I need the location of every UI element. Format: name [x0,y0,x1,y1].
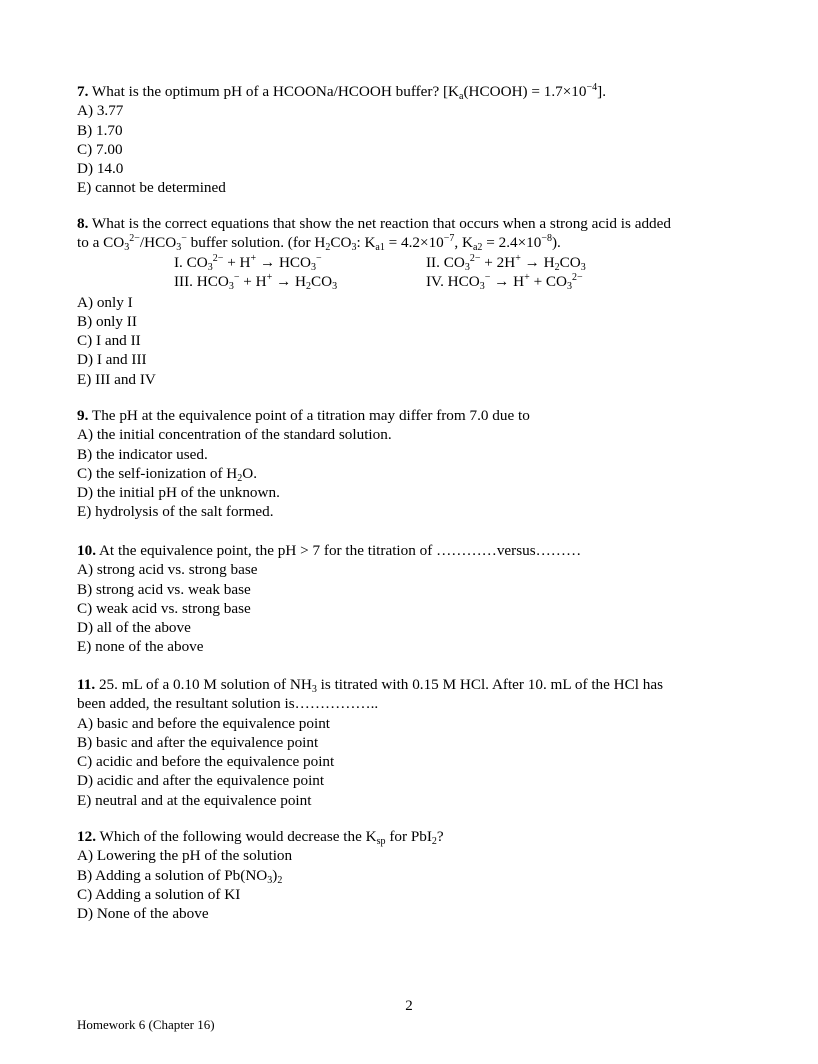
stem-text: = 4.2×10 [384,234,444,252]
eq-text: + H [239,272,267,290]
stem-text: Which of the following would decrease the K [99,828,377,845]
answer-option: A) Lowering the pH of the solution [77,847,293,865]
eq-text: + CO [529,272,568,290]
subscript: sp [376,836,386,847]
question-number: 8. [77,215,89,232]
subscript: 3 [567,280,573,292]
superscript: − [316,252,322,264]
answer-option: B) the indicator used. [77,445,208,463]
eq-text: CO [559,253,581,271]
answer-option [77,866,757,885]
stem-text: = 2.4×10 [482,234,542,252]
stem-text: buffer solution. (for H [186,234,326,252]
question-number: 12. [77,828,96,845]
stem-text: What is the optimum pH of a HCOONa/HCOOH buffer? [K [91,83,460,100]
eq-text: IV. HCO [426,272,480,290]
answer-option: C) acidic and before the equivalence point [77,753,335,771]
stem-text: to a CO [77,234,125,252]
answer-option: A) strong acid vs. strong base [77,561,258,579]
stem-text: ]. [597,83,606,100]
stem-text: : K [356,234,376,252]
answer-option: C) I and II [77,332,141,350]
answer-option: E) III and IV [77,370,156,388]
eq-text: → HCO [256,253,312,271]
stem-text: ). [551,234,561,252]
subscript: 2 [306,280,312,292]
answer-option: B) 1.70 [77,121,123,139]
subscript: 3 [479,280,485,292]
subscript: 3 [351,242,357,254]
answer-option: D) all of the above [77,619,191,637]
subscript: 3 [124,242,130,254]
question-7 [77,82,757,198]
answer-option: A) the initial concentration of the standard solution. [77,426,392,444]
stem-text: /HCO [139,234,177,252]
answer-option: C) 7.00 [77,140,123,158]
question-10 [77,541,757,657]
question-9 [77,406,757,522]
stem-text: CO [330,234,352,252]
eq-text: + 2H [480,253,516,271]
stem-text: (HCOOH) = 1.7×10 [463,83,587,100]
question-number: 10. [77,542,96,559]
superscript: 2− [212,252,224,264]
subscript: 2 [277,874,283,886]
answer-option: E) neutral and at the equivalence point [77,791,312,809]
option-text: B) Adding a solution of Pb(NO [77,866,268,884]
equation-ii [426,253,586,272]
question-12 [77,827,757,923]
stem-text: is titrated with 0.15 M HCl. After 10. mL of the HCl has [316,676,664,693]
subscript: 2 [237,472,243,484]
eq-text: → H [272,272,307,290]
superscript: + [515,252,521,264]
subscript: a2 [472,242,483,254]
stem-text: for PbI [385,828,432,845]
eq-text: I. CO [174,253,208,271]
stem-text: At the equivalence point, the pH > 7 for the titration of …………versus……… [98,542,582,559]
question-number: 9. [77,407,89,424]
question-8-stem-line-2 [77,233,757,252]
question-number: 11. [77,676,96,693]
subscript: 3 [207,261,213,273]
superscript: 2− [572,271,583,283]
superscript: −4 [586,82,598,93]
equation-iii [174,272,337,291]
answer-option: E) cannot be determined [77,179,226,197]
answer-option: A) only I [77,293,133,311]
option-text: C) the self-ionization of H [77,464,238,482]
question-8 [77,214,757,389]
answer-option: D) the initial pH of the unknown. [77,484,280,502]
equation-iv [426,272,583,291]
answer-option: B) basic and after the equivalence point [77,733,319,751]
subscript: 2 [554,261,560,273]
question-7-stem [77,82,757,101]
page-footer: Homework 6 (Chapter 16) [77,1017,215,1032]
answer-option: C) Adding a solution of KI [77,885,241,903]
superscript: 2− [469,252,481,264]
answer-option: B) only II [77,312,137,330]
question-11 [77,675,757,810]
subscript: 3 [228,280,234,292]
subscript: a1 [375,242,385,254]
subscript: 3 [464,261,470,273]
page-number: 2 [405,998,413,1014]
subscript: 3 [267,874,273,886]
answer-option: A) 3.77 [77,102,124,120]
question-number: 7. [77,83,89,100]
superscript: − [181,233,187,245]
superscript: 2− [129,233,140,245]
question-11-stem-line-1 [77,675,757,694]
option-text: ) [272,866,278,884]
answer-option: B) strong acid vs. weak base [77,580,251,598]
eq-text: → H [490,272,525,290]
answer-option: E) hydrolysis of the salt formed. [77,503,274,521]
question-9-stem [77,406,757,425]
subscript: 3 [580,261,586,273]
answer-option: D) None of the above [77,905,209,923]
equation-i [174,253,322,272]
superscript: + [524,271,530,283]
eq-text: II. CO [426,253,465,271]
eq-text: CO [311,272,333,290]
subscript: 2 [431,836,437,847]
stem-text: What is the correct equations that show the net reaction that occurs when a strong acid is added [91,215,671,232]
subscript: 3 [311,684,317,695]
superscript: −7 [443,233,455,245]
subscript: 3 [176,242,182,254]
superscript: − [233,271,240,283]
superscript: −8 [541,233,552,245]
eq-text: III. HCO [174,272,229,290]
stem-text: , K [454,234,473,252]
superscript: − [484,271,491,283]
question-11-stem-line-2: been added, the resultant solution is…………….. [77,695,379,713]
stem-text: ? [436,828,444,845]
equation-grid [77,253,757,293]
subscript: 2 [325,242,331,254]
stem-text: The pH at the equivalence point of a titration may differ from 7.0 due to [91,407,530,424]
answer-option: A) basic and before the equivalence point [77,714,331,732]
answer-option: D) acidic and after the equivalence point [77,772,325,790]
answer-option: D) I and III [77,351,147,369]
subscript: a [459,91,464,102]
subscript: 3 [332,280,338,292]
answer-option: D) 14.0 [77,160,124,178]
stem-text: 25. mL of a 0.10 M solution of NH [98,676,312,693]
question-12-stem [77,827,757,846]
question-8-stem-line-1 [77,214,757,233]
question-10-stem [77,541,757,560]
subscript: 3 [311,261,317,273]
answer-option: C) weak acid vs. strong base [77,599,251,617]
eq-text: → H [520,253,555,271]
eq-text: + H [223,253,251,271]
superscript: + [250,252,257,264]
answer-option: E) none of the above [77,638,204,656]
option-text: O. [242,464,258,482]
superscript: + [266,271,273,283]
answer-option [77,464,757,483]
